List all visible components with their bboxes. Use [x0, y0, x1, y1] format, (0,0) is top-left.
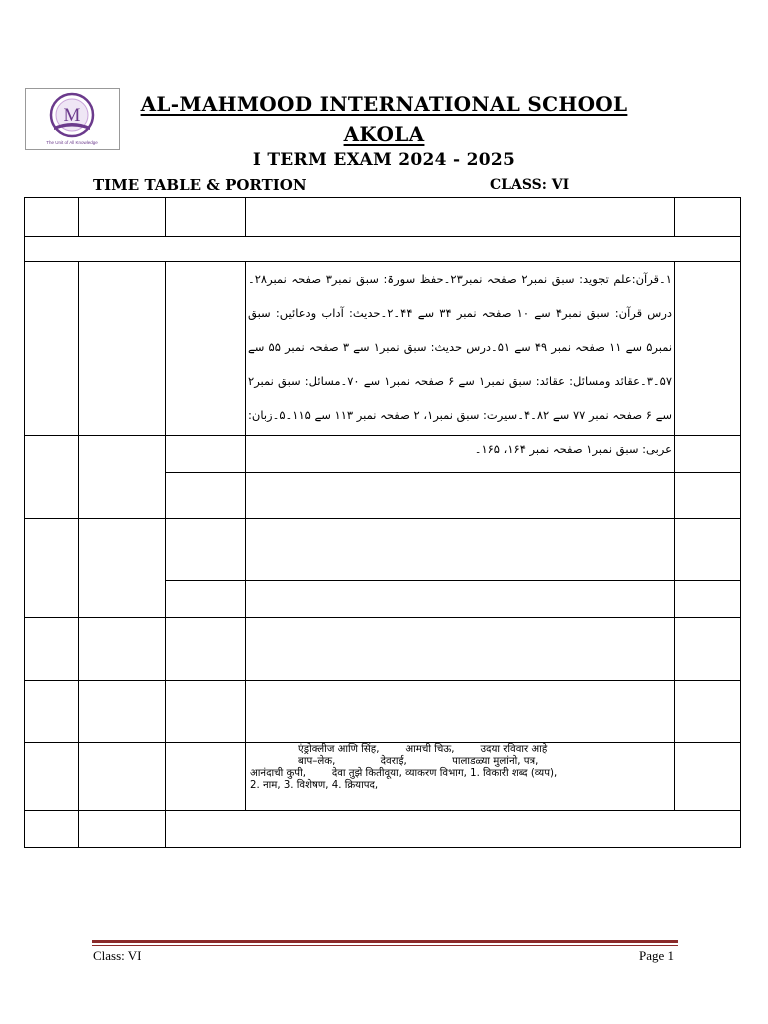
- marathi-line: आनंदाची कुपी, देवा तुझे कितीवूया, व्याकरण विभाग, 1. विकारी शब्द (व्यप),: [250, 768, 558, 779]
- table-col-divider: [245, 261, 246, 810]
- table-col-divider: [674, 261, 675, 810]
- footer-rule: [92, 940, 678, 943]
- table-row-divider: [24, 617, 741, 618]
- exam-title: I TERM EXAM 2024 - 2025: [252, 150, 516, 170]
- table-row-divider: [24, 742, 741, 743]
- class-label: CLASS: VI: [490, 177, 570, 193]
- table-row-divider: [165, 580, 741, 581]
- table-col-divider: [78, 261, 79, 848]
- table-col-divider: [165, 261, 166, 848]
- table-row-divider: [24, 236, 741, 237]
- marathi-line: एंड्रोक्लीज आणि सिंह, आमची चिऊ, उदया रविवार आहे: [298, 744, 548, 755]
- table-row-divider: [165, 472, 741, 473]
- urdu-portion-text: ۱۔قرآن:علم تجوید: سبق نمبر۲ صفحہ نمبر۲۳۔حفظ سورۃ: سبق نمبر۳ صفحہ نمبر۲۸۔درس قرآن: سبق نمبر۴ سے ۱۰ صفحہ نمبر ۳۴ سے ۴۴۔۲۔حدیث: آداب ودعائیں: سبق نمبر۵ سے ۱۱ صفحہ نمبر ۴۹ سے ۵۱۔درس حدیث: سبق نمبر۱ سے ۳ صفحہ نمبر ۵۵ سے ۵۷۔۳۔عقائد ومسائل: عقائد: سبق نمبر۱ سے ۶ صفحہ نمبر۱ سے ۷۰۔مسائل: سبق نمبر۲ سے ۶ صفحہ نمبر ۷۷ سے ۸۲۔۴۔سیرت: سبق نمبر۱، ۲ صفحہ نمبر ۱۱۳ سے ۱۱۵۔۵۔زبان: عربی: سبق نمبر۱ صفحہ نمبر ۱۶۴، ۱۶۵۔: [248, 272, 673, 456]
- table-row-divider: [24, 810, 741, 811]
- table-col-divider: [78, 197, 79, 236]
- logo-letter: M: [63, 105, 81, 126]
- marathi-portion-text: [250, 744, 670, 808]
- table-row-divider: [24, 680, 741, 681]
- marathi-line: बाप–लेक, देवराई, पालाडळ्या मुलांनो, पत्र,: [298, 756, 539, 767]
- footer-page-number: Page 1: [638, 948, 674, 963]
- timetable-label: TIME TABLE & PORTION: [93, 176, 307, 194]
- school-name: AL-MAHMOOD INTERNATIONAL SCHOOL: [140, 92, 628, 116]
- school-city: AKOLA: [343, 122, 425, 146]
- table-col-divider: [674, 197, 675, 236]
- table-col-divider: [165, 197, 166, 236]
- logo-motto: The Unit of All Knowledge: [46, 140, 98, 145]
- table-col-divider: [245, 197, 246, 236]
- footer-class: Class: VI: [93, 948, 142, 963]
- table-row-divider: [24, 518, 741, 519]
- footer-rule: [92, 945, 678, 946]
- marathi-line: 2. नाम, 3. विशेषण, 4. क्रियापद,: [250, 780, 379, 791]
